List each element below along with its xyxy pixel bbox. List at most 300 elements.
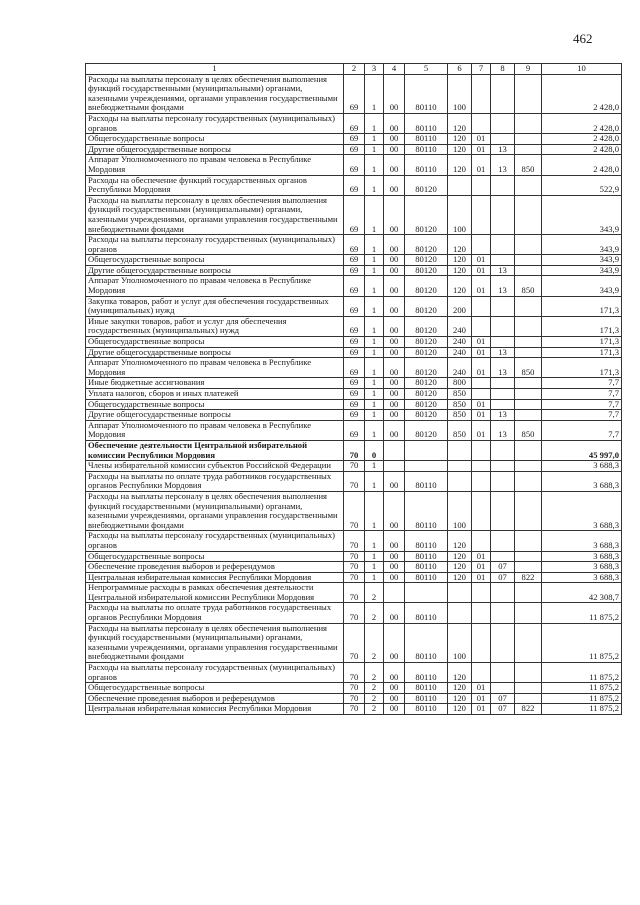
row-code-c4: 00 — [384, 683, 405, 694]
table-row — [86, 683, 622, 694]
row-code-c7: 01 — [472, 255, 491, 266]
row-amount: 2 428,0 — [542, 155, 622, 175]
row-code-c9 — [515, 265, 542, 276]
row-code-c5: 80110 — [405, 144, 448, 155]
row-code-c7 — [472, 316, 491, 336]
row-code-c4: 00 — [384, 113, 405, 133]
row-code-c7: 01 — [472, 572, 491, 583]
row-code-c3: 0 — [365, 440, 384, 460]
row-code-c3: 1 — [365, 144, 384, 155]
row-code-c5: 80110 — [405, 531, 448, 551]
row-code-c9 — [515, 491, 542, 530]
row-code-c6: 100 — [448, 623, 472, 662]
row-code-c2: 70 — [344, 683, 365, 694]
row-code-c5: 80120 — [405, 358, 448, 378]
row-code-c5: 80120 — [405, 175, 448, 195]
header-cell: 8 — [491, 64, 515, 75]
row-code-c8 — [491, 683, 515, 694]
row-code-c8 — [491, 235, 515, 255]
row-code-c8 — [491, 175, 515, 195]
row-amount: 45 997,0 — [542, 440, 622, 460]
row-code-c8 — [491, 389, 515, 400]
row-code-c3: 1 — [365, 316, 384, 336]
row-code-c7: 01 — [472, 683, 491, 694]
row-code-c8: 13 — [491, 155, 515, 175]
row-code-c9 — [515, 663, 542, 683]
row-code-c3: 2 — [365, 683, 384, 694]
row-code-c9: 850 — [515, 358, 542, 378]
row-code-c3: 1 — [365, 358, 384, 378]
row-code-c3: 2 — [365, 704, 384, 715]
row-name: Аппарат Уполномоченного по правам человека в Республике Мордовия — [86, 276, 344, 296]
row-amount: 171,3 — [542, 347, 622, 358]
row-code-c4: 00 — [384, 531, 405, 551]
row-code-c5: 80120 — [405, 347, 448, 358]
table-row — [86, 175, 622, 195]
row-code-c2: 69 — [344, 113, 365, 133]
row-code-c5: 80110 — [405, 623, 448, 662]
row-code-c6: 120 — [448, 113, 472, 133]
row-amount: 7,7 — [542, 389, 622, 400]
row-code-c8: 07 — [491, 704, 515, 715]
row-code-c7: 01 — [472, 144, 491, 155]
row-amount: 3 688,3 — [542, 551, 622, 562]
row-code-c2: 70 — [344, 562, 365, 573]
row-amount: 11 875,2 — [542, 663, 622, 683]
row-code-c7: 01 — [472, 276, 491, 296]
row-code-c4: 00 — [384, 551, 405, 562]
row-code-c5: 80110 — [405, 603, 448, 623]
row-code-c7 — [472, 531, 491, 551]
row-code-c7: 01 — [472, 410, 491, 421]
row-name: Закупка товаров, работ и услуг для обеспечения государственных (муниципальных) нужд — [86, 296, 344, 316]
table-row — [86, 531, 622, 551]
row-code-c8 — [491, 74, 515, 113]
row-code-c2: 69 — [344, 347, 365, 358]
row-name: Расходы на выплаты персоналу в целях обеспечения выполнения функций государственными (муниципальными) органами, казенными учреждениями, органами управления государственными внебюджетными фондами — [86, 195, 344, 234]
row-code-c3: 1 — [365, 562, 384, 573]
row-code-c6: 120 — [448, 265, 472, 276]
row-code-c6: 100 — [448, 195, 472, 234]
row-code-c6 — [448, 603, 472, 623]
row-amount: 171,3 — [542, 358, 622, 378]
header-cell: 4 — [384, 64, 405, 75]
row-code-c2: 69 — [344, 296, 365, 316]
row-code-c7 — [472, 663, 491, 683]
row-code-c7 — [472, 623, 491, 662]
row-code-c6: 850 — [448, 410, 472, 421]
table-row — [86, 663, 622, 683]
row-code-c4: 00 — [384, 623, 405, 662]
row-code-c9 — [515, 113, 542, 133]
row-amount: 171,3 — [542, 296, 622, 316]
table-row — [86, 296, 622, 316]
row-code-c3: 1 — [365, 410, 384, 421]
row-name: Общегосударственные вопросы — [86, 255, 344, 266]
row-amount: 7,7 — [542, 410, 622, 421]
row-code-c4: 00 — [384, 235, 405, 255]
row-code-c9: 850 — [515, 276, 542, 296]
row-code-c8: 07 — [491, 562, 515, 573]
row-amount: 343,9 — [542, 235, 622, 255]
row-code-c7 — [472, 296, 491, 316]
table-row — [86, 623, 622, 662]
row-code-c5: 80120 — [405, 296, 448, 316]
row-code-c5: 80120 — [405, 255, 448, 266]
row-code-c7 — [472, 603, 491, 623]
row-code-c4: 00 — [384, 347, 405, 358]
row-code-c2: 70 — [344, 603, 365, 623]
table-row — [86, 704, 622, 715]
row-amount: 7,7 — [542, 420, 622, 440]
row-code-c6: 120 — [448, 551, 472, 562]
row-code-c9: 822 — [515, 572, 542, 583]
row-code-c7: 01 — [472, 562, 491, 573]
table-row — [86, 562, 622, 573]
row-amount: 3 688,3 — [542, 461, 622, 472]
row-code-c5: 80120 — [405, 265, 448, 276]
row-code-c2: 69 — [344, 399, 365, 410]
row-code-c3: 1 — [365, 491, 384, 530]
row-code-c3: 1 — [365, 420, 384, 440]
row-code-c4: 00 — [384, 144, 405, 155]
row-name: Уплата налогов, сборов и иных платежей — [86, 389, 344, 400]
table-row — [86, 155, 622, 175]
header-cell: 7 — [472, 64, 491, 75]
table-row — [86, 603, 622, 623]
row-code-c2: 69 — [344, 235, 365, 255]
header-cell: 5 — [405, 64, 448, 75]
row-code-c4: 00 — [384, 316, 405, 336]
row-name: Общегосударственные вопросы — [86, 337, 344, 348]
table-row — [86, 378, 622, 389]
header-cell: 9 — [515, 64, 542, 75]
row-code-c4: 00 — [384, 471, 405, 491]
row-name: Расходы на выплаты персоналу государственных (муниципальных) органов — [86, 113, 344, 133]
row-code-c5: 80110 — [405, 74, 448, 113]
row-code-c2: 69 — [344, 378, 365, 389]
row-name: Расходы на выплаты персоналу государственных (муниципальных) органов — [86, 531, 344, 551]
row-code-c3: 1 — [365, 389, 384, 400]
table-row — [86, 410, 622, 421]
row-code-c8: 13 — [491, 410, 515, 421]
row-code-c3: 1 — [365, 347, 384, 358]
row-code-c2: 69 — [344, 74, 365, 113]
row-amount: 3 688,3 — [542, 572, 622, 583]
row-code-c9 — [515, 255, 542, 266]
row-amount: 343,9 — [542, 255, 622, 266]
row-code-c7 — [472, 461, 491, 472]
row-code-c2: 69 — [344, 144, 365, 155]
row-code-c7: 01 — [472, 337, 491, 348]
row-code-c4: 00 — [384, 74, 405, 113]
row-code-c8 — [491, 603, 515, 623]
row-amount: 3 688,3 — [542, 531, 622, 551]
row-code-c5: 80120 — [405, 316, 448, 336]
row-code-c4: 00 — [384, 175, 405, 195]
row-code-c6: 120 — [448, 276, 472, 296]
row-name: Обеспечение проведения выборов и референдумов — [86, 562, 344, 573]
row-code-c7: 01 — [472, 134, 491, 145]
row-code-c9 — [515, 471, 542, 491]
table-row — [86, 572, 622, 583]
row-code-c8 — [491, 113, 515, 133]
table-row — [86, 347, 622, 358]
row-code-c8: 13 — [491, 420, 515, 440]
row-name: Аппарат Уполномоченного по правам человека в Республике Мордовия — [86, 420, 344, 440]
row-code-c7: 01 — [472, 155, 491, 175]
row-code-c6 — [448, 175, 472, 195]
row-code-c9 — [515, 683, 542, 694]
row-amount: 11 875,2 — [542, 683, 622, 694]
row-code-c9: 850 — [515, 420, 542, 440]
row-code-c9 — [515, 461, 542, 472]
row-amount: 2 428,0 — [542, 113, 622, 133]
row-code-c5: 80110 — [405, 663, 448, 683]
row-code-c2: 69 — [344, 276, 365, 296]
row-amount: 42 308,7 — [542, 583, 622, 603]
table-row — [86, 440, 622, 460]
table-row — [86, 389, 622, 400]
row-code-c3: 1 — [365, 572, 384, 583]
row-code-c4: 00 — [384, 399, 405, 410]
row-code-c4: 00 — [384, 420, 405, 440]
table-row — [86, 358, 622, 378]
row-code-c7: 01 — [472, 265, 491, 276]
row-code-c5: 80120 — [405, 399, 448, 410]
row-code-c9 — [515, 337, 542, 348]
row-name: Другие общегосударственные вопросы — [86, 410, 344, 421]
row-code-c5: 80120 — [405, 276, 448, 296]
row-code-c3: 2 — [365, 693, 384, 704]
row-code-c8 — [491, 255, 515, 266]
row-code-c9 — [515, 693, 542, 704]
table-row — [86, 316, 622, 336]
row-code-c3: 2 — [365, 663, 384, 683]
row-code-c5: 80120 — [405, 195, 448, 234]
row-code-c7: 01 — [472, 704, 491, 715]
row-code-c4 — [384, 583, 405, 603]
row-name: Общегосударственные вопросы — [86, 551, 344, 562]
row-code-c4: 00 — [384, 389, 405, 400]
row-code-c3: 1 — [365, 265, 384, 276]
row-code-c7 — [472, 195, 491, 234]
table-body — [86, 64, 622, 715]
row-code-c9 — [515, 144, 542, 155]
row-code-c6: 120 — [448, 704, 472, 715]
row-code-c8 — [491, 583, 515, 603]
table-row — [86, 134, 622, 145]
row-name: Другие общегосударственные вопросы — [86, 144, 344, 155]
table-row — [86, 461, 622, 472]
row-name: Расходы на выплаты по оплате труда работников государственных органов Республики Мордовия — [86, 603, 344, 623]
row-code-c5: 80110 — [405, 551, 448, 562]
row-code-c6: 200 — [448, 296, 472, 316]
table-row — [86, 276, 622, 296]
row-code-c2: 70 — [344, 693, 365, 704]
row-amount: 11 875,2 — [542, 623, 622, 662]
row-code-c2: 69 — [344, 255, 365, 266]
row-code-c5: 80110 — [405, 704, 448, 715]
row-code-c9 — [515, 316, 542, 336]
row-code-c2: 69 — [344, 389, 365, 400]
row-name: Иные бюджетные ассигнования — [86, 378, 344, 389]
row-code-c6: 240 — [448, 337, 472, 348]
row-code-c6: 100 — [448, 74, 472, 113]
row-code-c2: 70 — [344, 461, 365, 472]
row-code-c7 — [472, 389, 491, 400]
row-code-c4: 00 — [384, 603, 405, 623]
row-code-c2: 69 — [344, 316, 365, 336]
row-code-c2: 70 — [344, 551, 365, 562]
row-amount: 171,3 — [542, 337, 622, 348]
row-code-c2: 69 — [344, 195, 365, 234]
row-code-c9 — [515, 583, 542, 603]
row-code-c2: 70 — [344, 572, 365, 583]
row-code-c7 — [472, 583, 491, 603]
row-code-c8 — [491, 316, 515, 336]
row-code-c8: 13 — [491, 358, 515, 378]
row-amount: 3 688,3 — [542, 491, 622, 530]
row-name: Аппарат Уполномоченного по правам человека в Республике Мордовия — [86, 155, 344, 175]
row-name: Общегосударственные вопросы — [86, 399, 344, 410]
row-code-c6: 120 — [448, 531, 472, 551]
row-code-c4: 00 — [384, 195, 405, 234]
table-row — [86, 144, 622, 155]
row-code-c6: 240 — [448, 358, 472, 378]
row-code-c7 — [472, 378, 491, 389]
row-code-c7: 01 — [472, 551, 491, 562]
header-cell: 1 — [86, 64, 344, 75]
table-row — [86, 491, 622, 530]
row-name: Центральная избирательная комиссия Республики Мордовия — [86, 572, 344, 583]
row-name: Обеспечение деятельности Центральной избирательной комиссии Республики Мордовия — [86, 440, 344, 460]
row-code-c9: 822 — [515, 704, 542, 715]
row-code-c6: 850 — [448, 399, 472, 410]
row-code-c9 — [515, 562, 542, 573]
row-name: Центральная избирательная комиссия Республики Мордовия — [86, 704, 344, 715]
row-code-c9 — [515, 399, 542, 410]
row-amount: 522,9 — [542, 175, 622, 195]
header-cell: 6 — [448, 64, 472, 75]
row-code-c3: 1 — [365, 235, 384, 255]
table-row — [86, 693, 622, 704]
row-name: Расходы на обеспечение функций государственных органов Республики Мордовия — [86, 175, 344, 195]
row-name: Непрограммные расходы в рамках обеспечения деятельности Центральной избирательной комиссии Республики Мордовия — [86, 583, 344, 603]
row-code-c6: 800 — [448, 378, 472, 389]
row-code-c4: 00 — [384, 663, 405, 683]
budget-table — [85, 63, 622, 715]
table-row — [86, 74, 622, 113]
row-code-c9 — [515, 623, 542, 662]
row-amount: 2 428,0 — [542, 144, 622, 155]
table-row — [86, 195, 622, 234]
row-code-c6: 120 — [448, 134, 472, 145]
row-code-c5: 80120 — [405, 389, 448, 400]
row-code-c7: 01 — [472, 358, 491, 378]
row-code-c7 — [472, 175, 491, 195]
row-code-c6: 120 — [448, 693, 472, 704]
header-cell: 10 — [542, 64, 622, 75]
row-amount: 11 875,2 — [542, 693, 622, 704]
row-code-c3: 1 — [365, 175, 384, 195]
row-code-c4: 00 — [384, 358, 405, 378]
row-code-c8 — [491, 134, 515, 145]
row-code-c3: 1 — [365, 74, 384, 113]
row-amount: 343,9 — [542, 265, 622, 276]
row-code-c8 — [491, 531, 515, 551]
row-code-c6 — [448, 471, 472, 491]
row-code-c9 — [515, 603, 542, 623]
row-code-c7 — [472, 113, 491, 133]
row-code-c8 — [491, 440, 515, 460]
table-row — [86, 255, 622, 266]
row-code-c6: 120 — [448, 572, 472, 583]
row-name: Аппарат Уполномоченного по правам человека в Республике Мордовия — [86, 358, 344, 378]
row-code-c8 — [491, 663, 515, 683]
row-code-c5: 80110 — [405, 155, 448, 175]
row-code-c5 — [405, 461, 448, 472]
row-code-c2: 70 — [344, 704, 365, 715]
row-code-c8 — [491, 471, 515, 491]
header-cell: 3 — [365, 64, 384, 75]
row-name: Расходы на выплаты персоналу государственных (муниципальных) органов — [86, 235, 344, 255]
table-row — [86, 113, 622, 133]
row-code-c8: 13 — [491, 144, 515, 155]
row-code-c8 — [491, 491, 515, 530]
row-code-c8 — [491, 461, 515, 472]
row-name: Обеспечение проведения выборов и референдумов — [86, 693, 344, 704]
row-code-c5: 80110 — [405, 693, 448, 704]
row-code-c7: 01 — [472, 347, 491, 358]
table-row — [86, 551, 622, 562]
row-code-c9 — [515, 195, 542, 234]
row-code-c2: 70 — [344, 471, 365, 491]
row-code-c7: 01 — [472, 693, 491, 704]
row-code-c4: 00 — [384, 491, 405, 530]
row-name: Расходы на выплаты по оплате труда работников государственных органов Республики Мордовия — [86, 471, 344, 491]
row-code-c5: 80110 — [405, 572, 448, 583]
row-code-c4: 00 — [384, 693, 405, 704]
row-code-c8 — [491, 378, 515, 389]
row-code-c9: 850 — [515, 155, 542, 175]
row-code-c4: 00 — [384, 337, 405, 348]
row-code-c6: 120 — [448, 255, 472, 266]
row-code-c3: 1 — [365, 134, 384, 145]
row-code-c5 — [405, 583, 448, 603]
row-code-c4: 00 — [384, 410, 405, 421]
row-code-c2: 70 — [344, 663, 365, 683]
row-code-c4: 00 — [384, 296, 405, 316]
row-code-c7 — [472, 235, 491, 255]
row-code-c8: 13 — [491, 276, 515, 296]
row-code-c9 — [515, 74, 542, 113]
row-code-c7: 01 — [472, 399, 491, 410]
row-amount: 11 875,2 — [542, 603, 622, 623]
row-code-c6 — [448, 440, 472, 460]
row-code-c3: 2 — [365, 583, 384, 603]
row-amount: 11 875,2 — [542, 704, 622, 715]
row-code-c9 — [515, 296, 542, 316]
row-code-c8 — [491, 195, 515, 234]
row-code-c3: 1 — [365, 255, 384, 266]
row-code-c5: 80110 — [405, 134, 448, 145]
row-code-c8 — [491, 399, 515, 410]
row-code-c5: 80120 — [405, 337, 448, 348]
table-row — [86, 235, 622, 255]
row-code-c3: 2 — [365, 603, 384, 623]
table-row — [86, 399, 622, 410]
